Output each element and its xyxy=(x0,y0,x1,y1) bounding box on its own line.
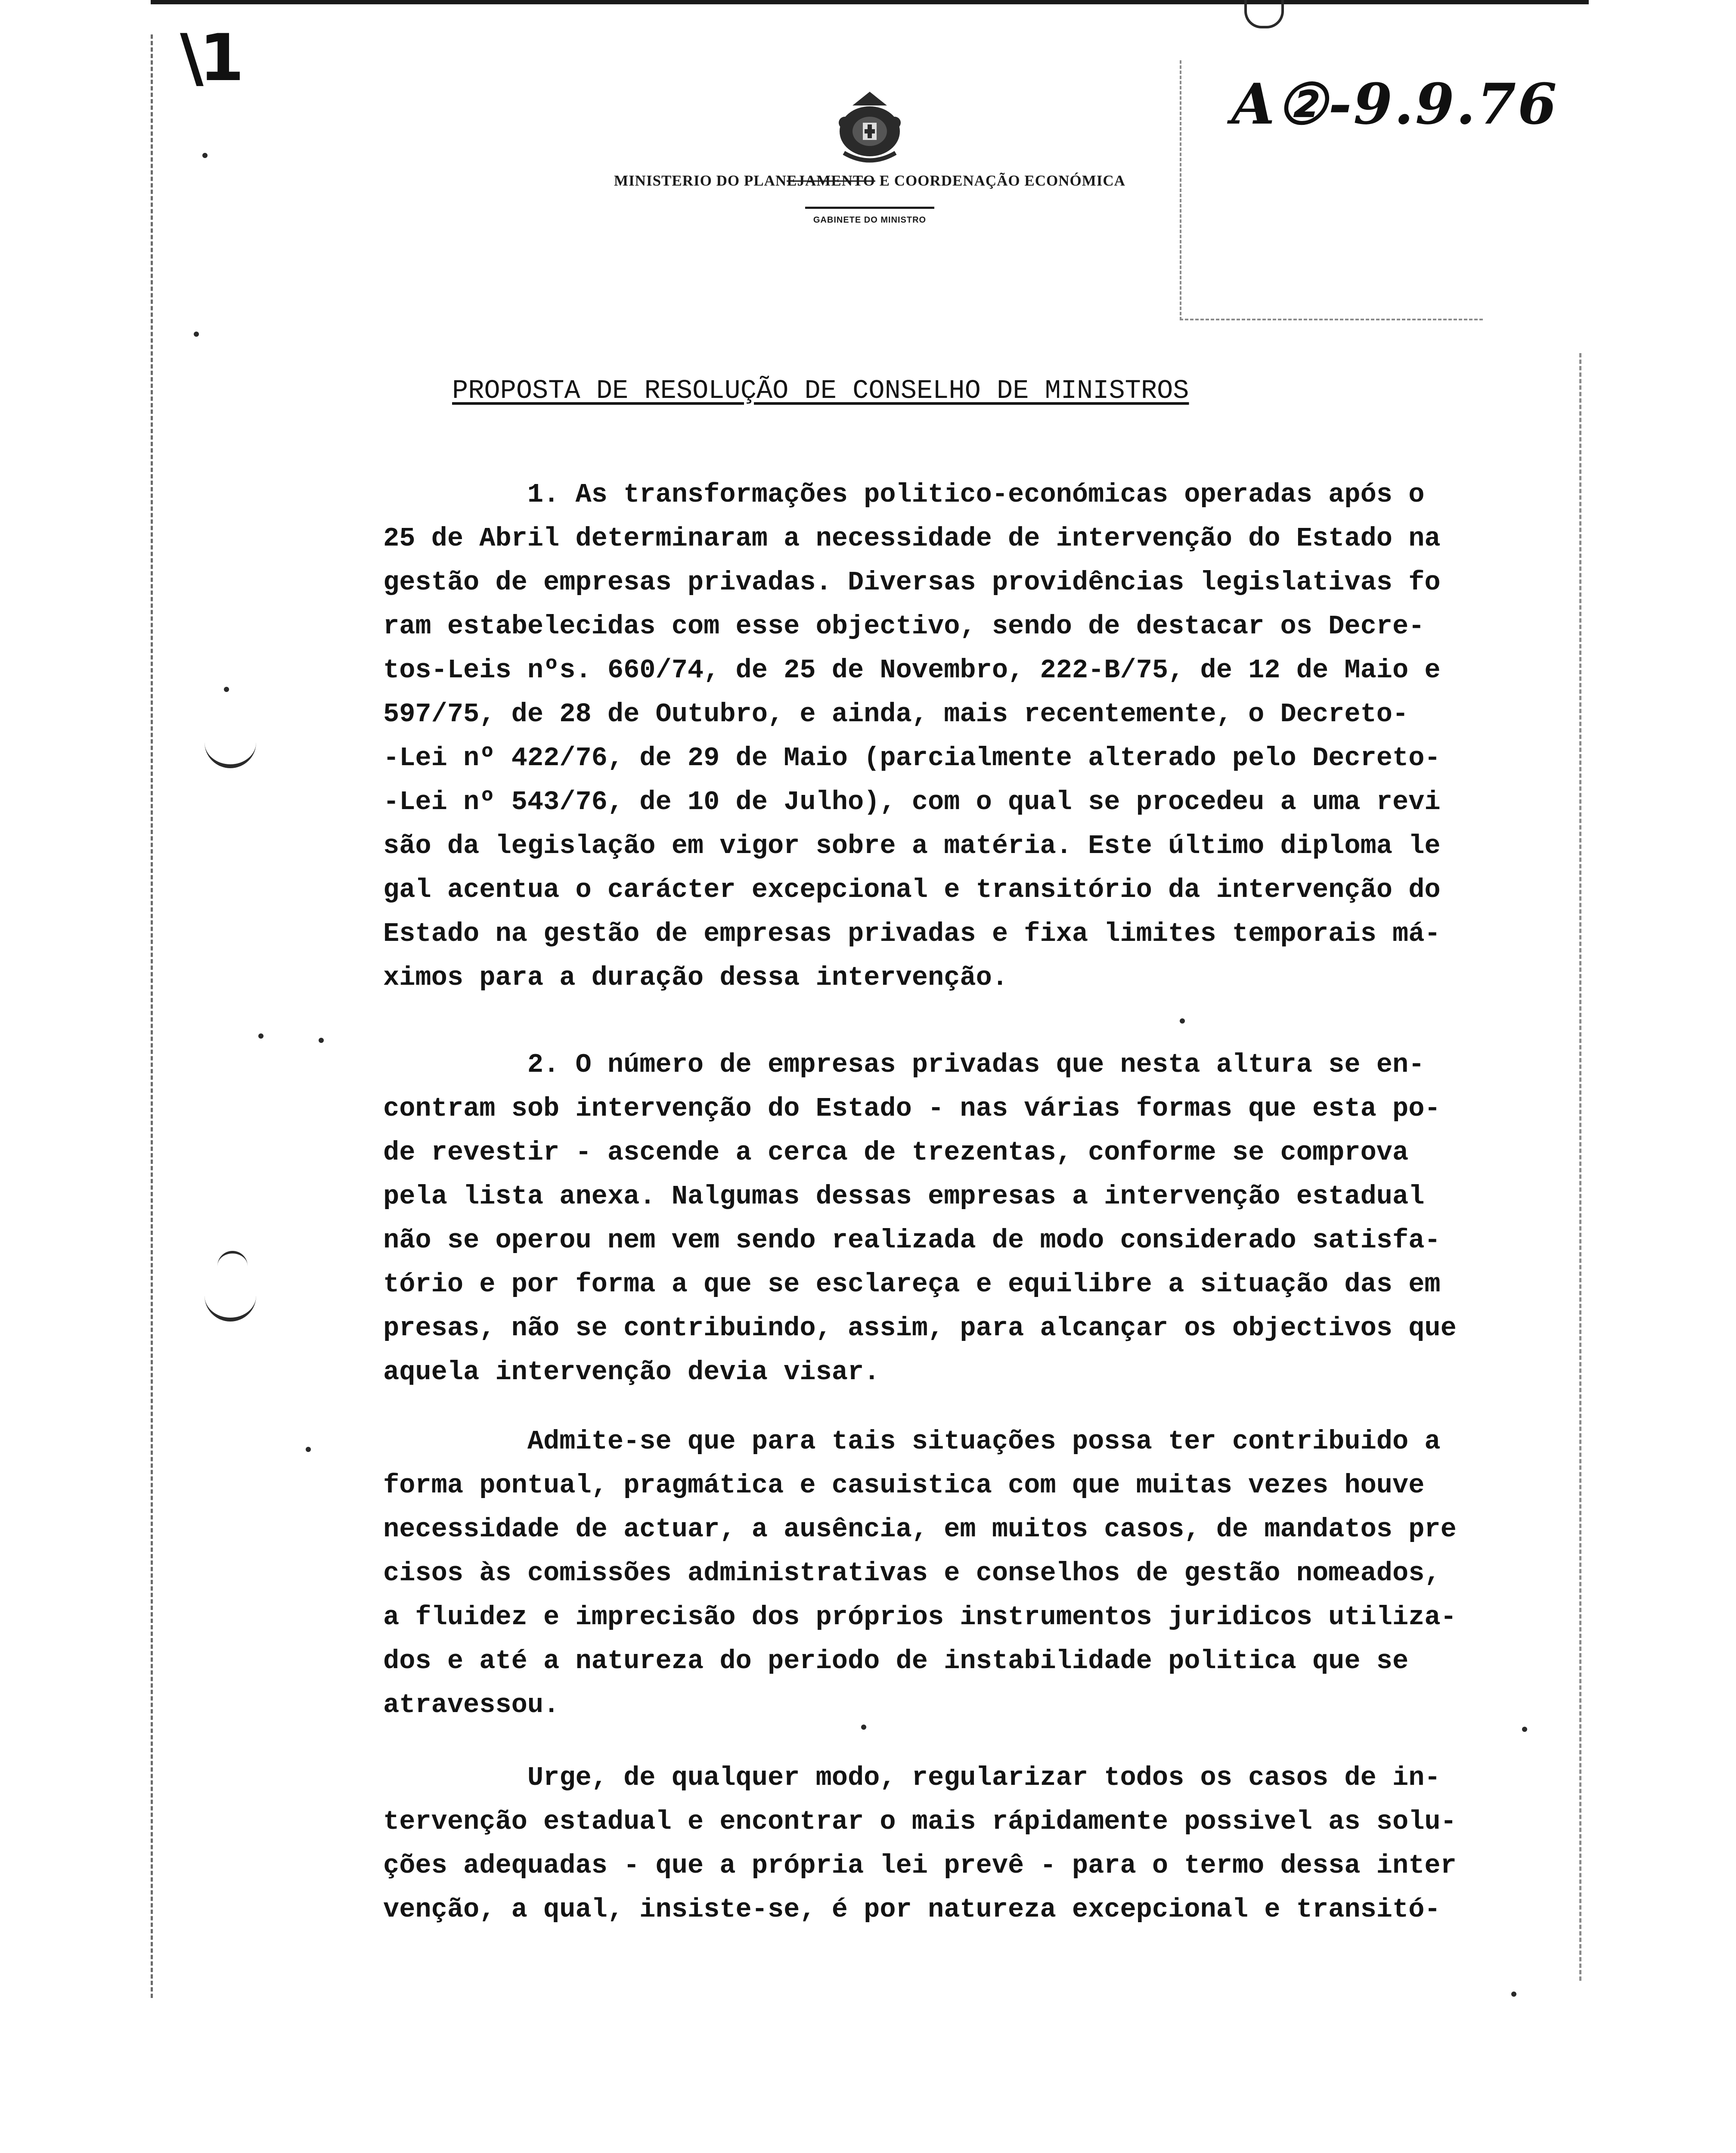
speck xyxy=(202,153,208,158)
paragraph-2: 2. O número de empresas privadas que nesta altura se en- contram sob intervenção do Estado - nas várias formas que esta po- de revestir - ascende a cerca de trezentas, conforme se comprova pela lista anexa. Nalgumas dessas empresas a intervenção estadual não se operou nem vem sendo realizada de modo considerado satisfa- tório e por forma a que se esclareça e equilibre a situação das em presas, não se contribuindo, assim, para alcançar os objectivos que aquela intervenção devia visar. xyxy=(383,1049,1457,1387)
ministry-struck-text: EJAMENTO xyxy=(787,172,875,189)
coat-of-arms-emblem xyxy=(827,88,913,166)
corner-handwritten-mark: \1 xyxy=(180,21,240,96)
punch-hole-mark-arc xyxy=(217,1251,248,1271)
handwritten-reference: A②-9.9.76 xyxy=(1231,71,1559,137)
speck xyxy=(1511,1992,1516,1997)
punch-hole-mark xyxy=(205,738,256,768)
ministry-text-start: MINISTERIO DO PLAN xyxy=(614,172,787,189)
letterhead-rule xyxy=(805,207,934,209)
speck xyxy=(319,1038,324,1043)
speck xyxy=(1180,1018,1185,1024)
paragraph-1: 1. As transformações politico-económicas operadas após o 25 de Abril determinaram a necessidade de intervenção do Estado na gestão de empresas privadas. Diversas providências legislativas fo ram estabelecidas com esse objectivo, sendo de destacar os Decre- tos-Leis nºs. 660/74, de 25 de Novembro, 222-B/75, de 12 de Maio e 597/75, de 28 de Outubro, e ainda, mais recentemente, o Decreto- -Lei nº 422/76, de 29 de Maio (parcialmente alterado pelo Decreto- -Lei nº 543/76, de 10 de Julho), com o qual se procedeu a uma revi são da legislação em vigor sobre a matéria. Este último diploma le gal acentua o carácter excepcional e transitório da intervenção do Estado na gestão de empresas privadas e fixa limites temporais má- ximos para a duração dessa intervenção. xyxy=(383,479,1441,993)
ministry-letterhead xyxy=(431,172,1309,189)
paragraph-3: Admite-se que para tais situações possa ter contribuido a forma pontual, pragmática e casuistica com que muitas vezes houve necessidade de actuar, a ausência, em muitos casos, de mandatos pre cisos às comissões administrativas e conselhos de gestão nomeados, a fluidez e imprecisão dos próprios instrumentos juridicos utiliza- dos e até a natureza do periodo de instabilidade politica que se atravessou. xyxy=(383,1426,1457,1720)
speck xyxy=(224,687,229,692)
speck xyxy=(194,332,199,337)
speck xyxy=(306,1447,311,1452)
left-margin-dashed-line xyxy=(151,34,153,1998)
paragraph-4: Urge, de qualquer modo, regularizar todos os casos de in- tervenção estadual e encontrar o mais rápidamente possivel as solu- ções adequadas - que a própria lei prevê - para o termo dessa inter venção, a qual, insiste-se, é por natureza excepcional e transitó- xyxy=(383,1762,1457,1925)
ministry-text-end: E COORDENAÇÃO ECONÓMICA xyxy=(875,172,1125,189)
speck xyxy=(258,1033,264,1039)
cabinet-subheading: GABINETE DO MINISTRO xyxy=(813,215,927,225)
right-margin-dashed-line xyxy=(1579,353,1581,1981)
punch-hole-mark xyxy=(205,1292,256,1322)
document-title: PROPOSTA DE RESOLUÇÃO DE CONSELHO DE MINISTROS xyxy=(452,375,1189,406)
paper-clip-mark xyxy=(1244,0,1284,28)
speck xyxy=(1522,1727,1527,1732)
top-edge-rule xyxy=(151,0,1589,4)
